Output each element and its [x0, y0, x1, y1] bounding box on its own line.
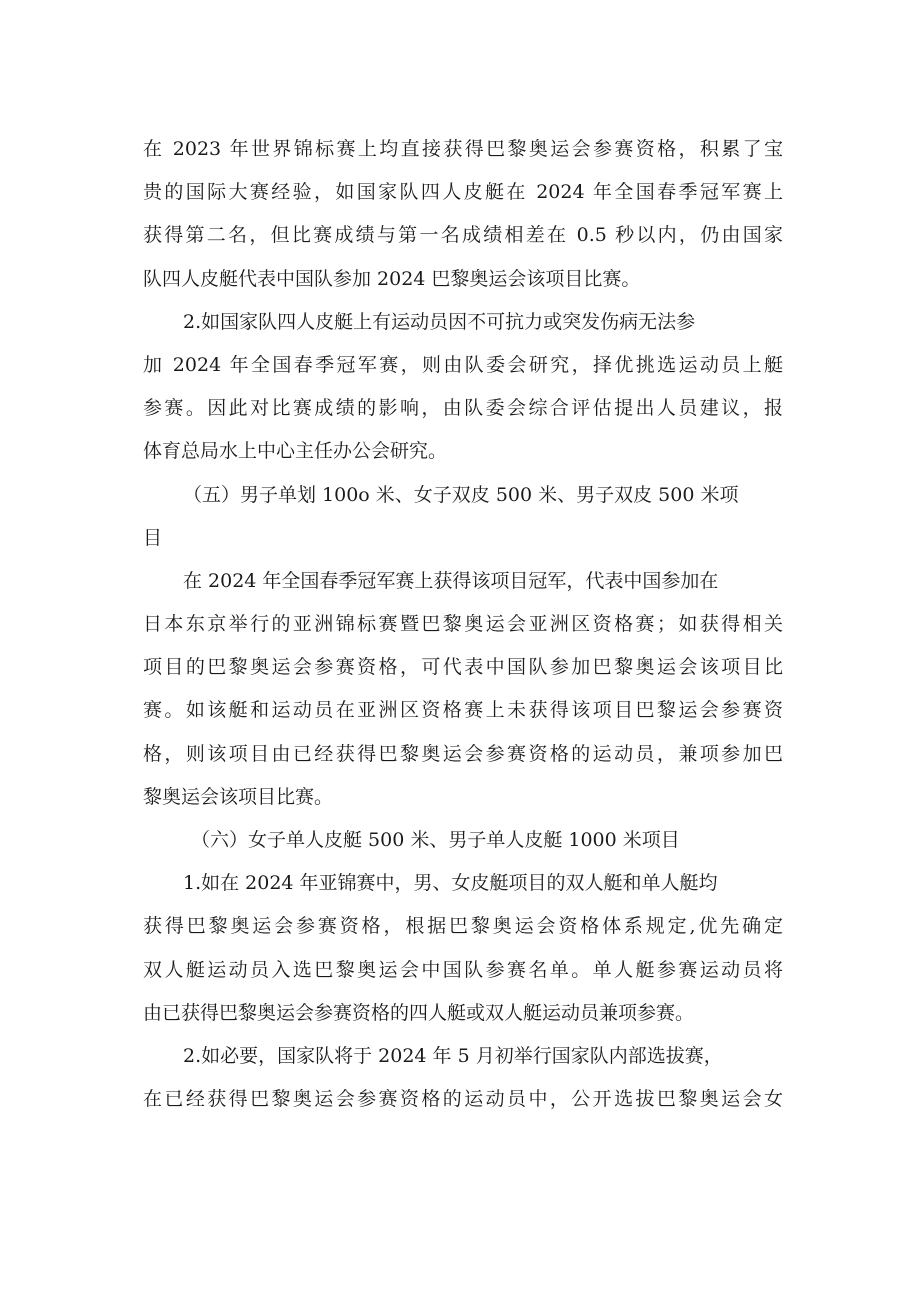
text-line: 在 2024 年全国春季冠军赛上获得该项目冠军，代表中国参加在 [183, 569, 719, 592]
text-line: 贵的国际大赛经验，如国家队四人皮艇在 2024 年全国春季冠军赛上 [143, 181, 783, 204]
text-line: 由已获得巴黎奥运会参赛资格的四人艇或双人艇运动员兼项参赛。 [143, 1001, 695, 1024]
text-line: 项目的巴黎奥运会参赛资格，可代表中国队参加巴黎奥运会该项目比 [143, 656, 783, 679]
text-line: 体育总局水上中心主任办公会研究。 [143, 440, 448, 463]
text-line: 加 2024 年全国春季冠军赛，则由队委会研究，择优挑选运动员上艇 [143, 353, 783, 376]
text-line: 参赛。因此对比赛成绩的影响，由队委会综合评估提出人员建议，报 [143, 397, 783, 420]
text-line: 在 2023 年世界锦标赛上均直接获得巴黎奥运会参赛资格，积累了宝 [143, 138, 783, 160]
section-heading-continuation: 目 [143, 526, 163, 549]
text-line: 在已经获得巴黎奥运会参赛资格的运动员中，公开选拔巴黎奥运会女 [143, 1088, 783, 1111]
text-line: 队四人皮艇代表中国队参加 2024 巴黎奥运会该项目比赛。 [143, 267, 641, 290]
text-line: 获得第二名，但比赛成绩与第一名成绩相差在 0.5 秒以内，仍由国家 [143, 224, 783, 247]
text-line: 双人艇运动员入选巴黎奥运会中国队参赛名单。单人艇参赛运动员将 [143, 958, 783, 981]
text-line: 格，则该项目由已经获得巴黎奥运会参赛资格的运动员，兼项参加巴 [143, 742, 783, 765]
text-line: 赛。如该艇和运动员在亚洲区资格赛上未获得该项目巴黎运会参赛资 [143, 699, 783, 722]
text-line: 2.如国家队四人皮艇上有运动员因不可抗力或突发伤病无法参 [183, 310, 696, 333]
document-body [143, 128, 783, 1121]
text-line: 黎奥运会该项目比赛。 [143, 785, 334, 808]
text-line: 日本东京举行的亚洲锦标赛暨巴黎奥运会亚洲区资格赛；如获得相关 [143, 613, 783, 636]
text-line: 2.如必要，国家队将于 2024 年 5 月初举行国家队内部选拔赛， [183, 1044, 723, 1067]
section-heading: （五）男子单划 100o 米、女子双皮 500 米、男子双皮 500 米项 [183, 483, 739, 506]
section-heading: （六）女子单人皮艇 500 米、男子单人皮艇 1000 米项目 [191, 829, 680, 851]
text-line: 获得巴黎奥运会参赛资格，根据巴黎奥运会资格体系规定,优先确定 [143, 915, 783, 938]
text-line: 1.如在 2024 年亚锦赛中，男、女皮艇项目的双人艇和单人艇均 [183, 872, 718, 895]
